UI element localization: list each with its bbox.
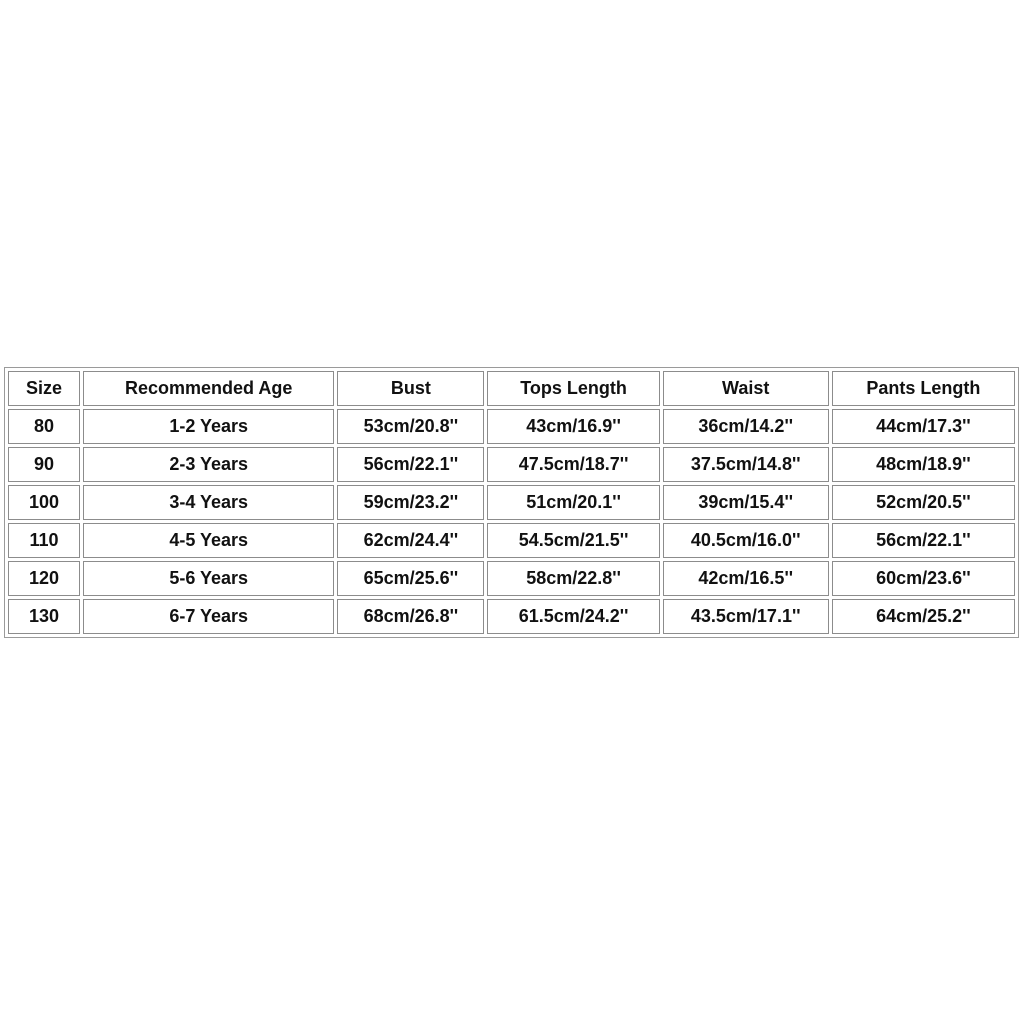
table-row [8, 523, 1015, 558]
cell-pants-length: 64cm/25.2'' [832, 599, 1015, 634]
cell-waist: 39cm/15.4'' [663, 485, 829, 520]
cell-waist: 37.5cm/14.8'' [663, 447, 829, 482]
header-tops-length: Tops Length [487, 371, 659, 406]
table-row [8, 599, 1015, 634]
cell-tops-length: 54.5cm/21.5'' [487, 523, 659, 558]
cell-recommended-age: 6-7 Years [83, 599, 334, 634]
cell-recommended-age: 1-2 Years [83, 409, 334, 444]
cell-bust: 65cm/25.6'' [337, 561, 484, 596]
header-bust: Bust [337, 371, 484, 406]
cell-pants-length: 52cm/20.5'' [832, 485, 1015, 520]
table-row [8, 485, 1015, 520]
cell-recommended-age: 4-5 Years [83, 523, 334, 558]
cell-bust: 53cm/20.8'' [337, 409, 484, 444]
cell-waist: 42cm/16.5'' [663, 561, 829, 596]
header-waist: Waist [663, 371, 829, 406]
header-size: Size [8, 371, 80, 406]
cell-recommended-age: 2-3 Years [83, 447, 334, 482]
cell-pants-length: 44cm/17.3'' [832, 409, 1015, 444]
header-row [8, 371, 1015, 406]
cell-tops-length: 58cm/22.8'' [487, 561, 659, 596]
cell-pants-length: 60cm/23.6'' [832, 561, 1015, 596]
cell-recommended-age: 3-4 Years [83, 485, 334, 520]
cell-waist: 43.5cm/17.1'' [663, 599, 829, 634]
table-row [8, 409, 1015, 444]
cell-pants-length: 48cm/18.9'' [832, 447, 1015, 482]
cell-size: 100 [8, 485, 80, 520]
cell-size: 130 [8, 599, 80, 634]
cell-pants-length: 56cm/22.1'' [832, 523, 1015, 558]
cell-tops-length: 43cm/16.9'' [487, 409, 659, 444]
cell-bust: 62cm/24.4'' [337, 523, 484, 558]
cell-size: 90 [8, 447, 80, 482]
table-row [8, 447, 1015, 482]
cell-tops-length: 47.5cm/18.7'' [487, 447, 659, 482]
cell-bust: 59cm/23.2'' [337, 485, 484, 520]
cell-bust: 56cm/22.1'' [337, 447, 484, 482]
header-recommended-age: Recommended Age [83, 371, 334, 406]
cell-waist: 40.5cm/16.0'' [663, 523, 829, 558]
cell-tops-length: 61.5cm/24.2'' [487, 599, 659, 634]
size-chart-table [4, 367, 1019, 638]
cell-size: 120 [8, 561, 80, 596]
cell-tops-length: 51cm/20.1'' [487, 485, 659, 520]
cell-waist: 36cm/14.2'' [663, 409, 829, 444]
header-pants-length: Pants Length [832, 371, 1015, 406]
cell-size: 80 [8, 409, 80, 444]
table-row [8, 561, 1015, 596]
cell-recommended-age: 5-6 Years [83, 561, 334, 596]
cell-bust: 68cm/26.8'' [337, 599, 484, 634]
cell-size: 110 [8, 523, 80, 558]
